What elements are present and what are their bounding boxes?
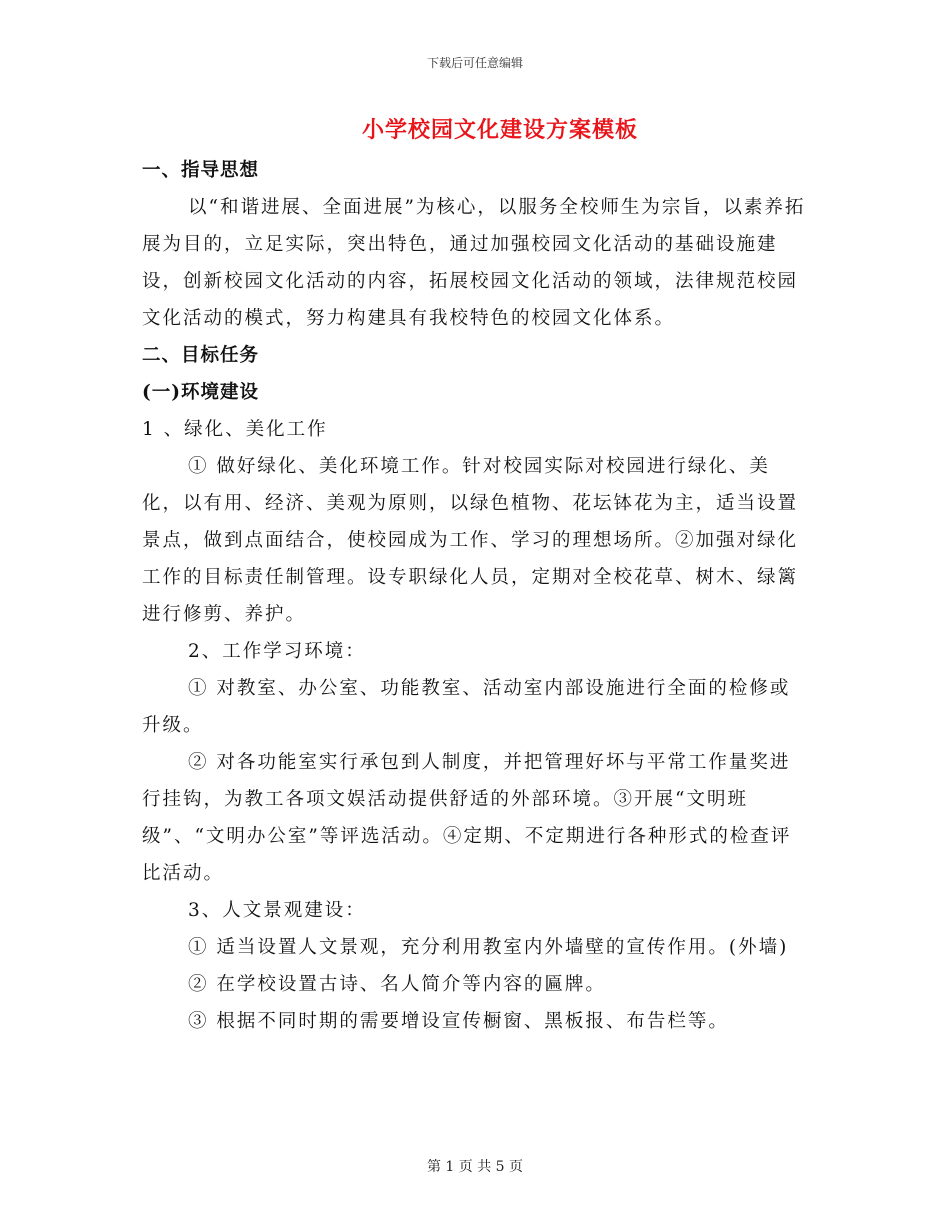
section-heading-goals: 二、目标任务 [142, 345, 260, 366]
section-heading-guiding-ideology: 一、指导思想 [142, 160, 260, 181]
page-number-footer: 第 1 页 共 5 页 [426, 1159, 524, 1175]
item-heading-work-study-environment: 2、工作学习环境： [188, 641, 366, 662]
paragraph-greening: ① 做好绿化、美化环境工作。针对校园实际对校园进行绿化、美化，以有用、经济、美观为原则，以绿色植物、花坛钵花为主，适当设置景点，做到点面结合，使校园成为工作、学习的理想场所。②加强对绿化工作的目标责任制管理。设专职绿化人员，定期对全校花草、树木、绿篱进行修剪、养护。 [142, 456, 799, 625]
paragraph-guiding-ideology: 以“和谐进展、全面进展”为核心，以服务全校师生为宗旨，以素养拓展为目的，立足实际，突出特色，通过加强校园文化活动的基础设施建设，创新校园文化活动的内容，拓展校园文化活动的领域，法律规范校园文化活动的模式，努力构建具有我校特色的校园文化体系。 [142, 197, 806, 329]
paragraph-work-study-1: ① 对教室、办公室、功能教室、活动室内部设施进行全面的检修或升级。 [142, 678, 791, 736]
item-heading-cultural-landscape: 3、人文景观建设： [188, 900, 366, 921]
paragraph-cultural-landscape-1: ① 适当设置人文景观，充分利用教室内外墙壁的宣传作用。(外墙) [188, 937, 789, 958]
paragraph-cultural-landscape-2: ② 在学校设置古诗、名人简介等内容的匾牌。 [188, 974, 606, 995]
subsection-heading-environment: (一)环境建设 [142, 382, 260, 403]
paragraph-work-study-2: ② 对各功能室实行承包到人制度，并把管理好坏与平常工作量奖进行挂钩，为教工各项文娱活动提供舒适的外部环境。③开展“文明班级”、“文明办公室”等评选活动。④定期、不定期进行各种形式的检查评比活动。 [142, 752, 792, 884]
document-title: 小学校园文化建设方案模板 [361, 117, 638, 143]
paragraph-cultural-landscape-3: ③ 根据不同时期的需要增设宣传橱窗、黑板报、布告栏等。 [188, 1011, 729, 1032]
item-heading-greening: 1 、绿化、美化工作 [142, 419, 328, 440]
header-note: 下载后可任意编辑 [426, 56, 523, 70]
document-body [142, 152, 810, 1040]
